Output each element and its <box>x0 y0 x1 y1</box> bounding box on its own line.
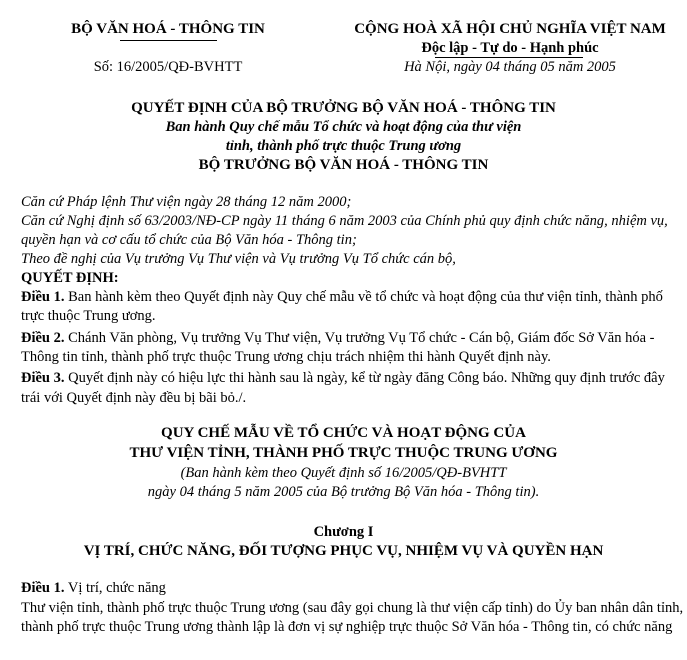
regulation-article-1-line-1: Thư viện tỉnh, thành phố trực thuộc Trung ương (sau đây gọi chung là thư viện cấp tỉnh) do Ủy ban nhân dân tỉnh, <box>21 600 684 616</box>
national-motto: Độc lập - Tự do - Hạnh phúc <box>421 40 599 56</box>
decision-article-3-line-1 <box>21 370 671 387</box>
place-and-date: Hà Nội, ngày 04 tháng 05 năm 2005 <box>404 59 616 75</box>
article-title: Vị trí, chức năng <box>64 580 166 596</box>
legal-basis-2-line-1: Căn cứ Nghị định số 63/2003/NĐ-CP ngày 11 tháng 6 năm 2003 của Chính phủ quy định chức năng, nhiệm vụ, <box>21 213 668 229</box>
legal-basis-2-line-2: quyền hạn và cơ cấu tổ chức của Bộ Văn hóa - Thông tin; <box>21 232 357 248</box>
article-text: Ban hành kèm theo Quyết định này Quy chế mẫu về tổ chức và hoạt động của thư viện tỉnh, thành phố <box>64 289 663 305</box>
chapter-number: Chương I <box>313 524 374 540</box>
article-label: Điều 3. <box>21 370 65 386</box>
chapter-title: VỊ TRÍ, CHỨC NĂNG, ĐỐI TƯỢNG PHỤC VỤ, NHIỆM VỤ VÀ QUYỀN HẠN <box>83 543 604 559</box>
legal-basis-3: Theo đề nghị của Vụ trưởng Vụ Thư viện và Vụ trưởng Vụ Tổ chức cán bộ, <box>21 251 456 267</box>
decides-heading: QUYẾT ĐỊNH: <box>21 270 119 286</box>
regulation-title-line-2: THƯ VIỆN TỈNH, THÀNH PHỐ TRỰC THUỘC TRUNG ƯƠNG <box>129 445 558 461</box>
decision-article-3-line-2: trái với Quyết định này đều bị bãi bỏ./. <box>21 390 247 406</box>
national-title: CỘNG HOÀ XÃ HỘI CHỦ NGHĨA VIỆT NAM <box>354 21 666 37</box>
article-text: Chánh Văn phòng, Vụ trưởng Vụ Thư viện, Vụ trưởng Vụ Tổ chức - Cán bộ, Giám đốc Sở Văn hóa - <box>64 330 655 346</box>
regulation-article-1-heading <box>21 580 671 597</box>
issuing-organization: BỘ VĂN HOÁ - THÔNG TIN <box>71 21 265 37</box>
decision-subtitle-line-2: tỉnh, thành phố trực thuộc Trung ương <box>225 138 462 154</box>
article-label: Điều 1. <box>21 289 65 305</box>
regulation-subtitle-line-1: (Ban hành kèm theo Quyết định số 16/2005/QĐ-BVHTT <box>180 465 507 481</box>
decision-article-2-line-2: Thông tin tỉnh, thành phố trực thuộc Trung ương chịu trách nhiệm thi hành Quyết định này. <box>21 349 551 365</box>
legal-basis-1: Căn cứ Pháp lệnh Thư viện ngày 28 tháng 12 năm 2000; <box>21 194 352 210</box>
decision-authority: BỘ TRƯỞNG BỘ VĂN HOÁ - THÔNG TIN <box>198 157 489 173</box>
decision-title: QUYẾT ĐỊNH CỦA BỘ TRƯỞNG BỘ VĂN HOÁ - THÔNG TIN <box>131 100 556 116</box>
article-text: Quyết định này có hiệu lực thi hành sau là ngày, kể từ ngày đăng Công báo. Những quy định trước đây <box>64 370 665 386</box>
decision-number: Số: 16/2005/QĐ-BVHTT <box>93 59 243 75</box>
regulation-article-1-line-2: thành phố trực thuộc Trung ương thành lập là đơn vị sự nghiệp trực thuộc Sở Văn hóa - Thông tin, có chức năng <box>21 619 673 635</box>
article-label: Điều 2. <box>21 330 65 346</box>
regulation-title-line-1: QUY CHẾ MẪU VỀ TỔ CHỨC VÀ HOẠT ĐỘNG CỦA <box>161 425 526 441</box>
decision-article-2-line-1 <box>21 330 671 347</box>
regulation-subtitle-line-2: ngày 04 tháng 5 năm 2005 của Bộ trưởng Bộ Văn hóa - Thông tin). <box>147 484 540 500</box>
organization-underline <box>120 40 217 41</box>
decision-article-1-line-2: trực thuộc Trung ương. <box>21 308 156 324</box>
article-label: Điều 1. <box>21 580 65 596</box>
motto-underline <box>435 57 583 58</box>
decision-subtitle-line-1: Ban hành Quy chế mẫu Tổ chức và hoạt động của thư viện <box>165 119 522 135</box>
decision-article-1-line-1 <box>21 289 671 306</box>
